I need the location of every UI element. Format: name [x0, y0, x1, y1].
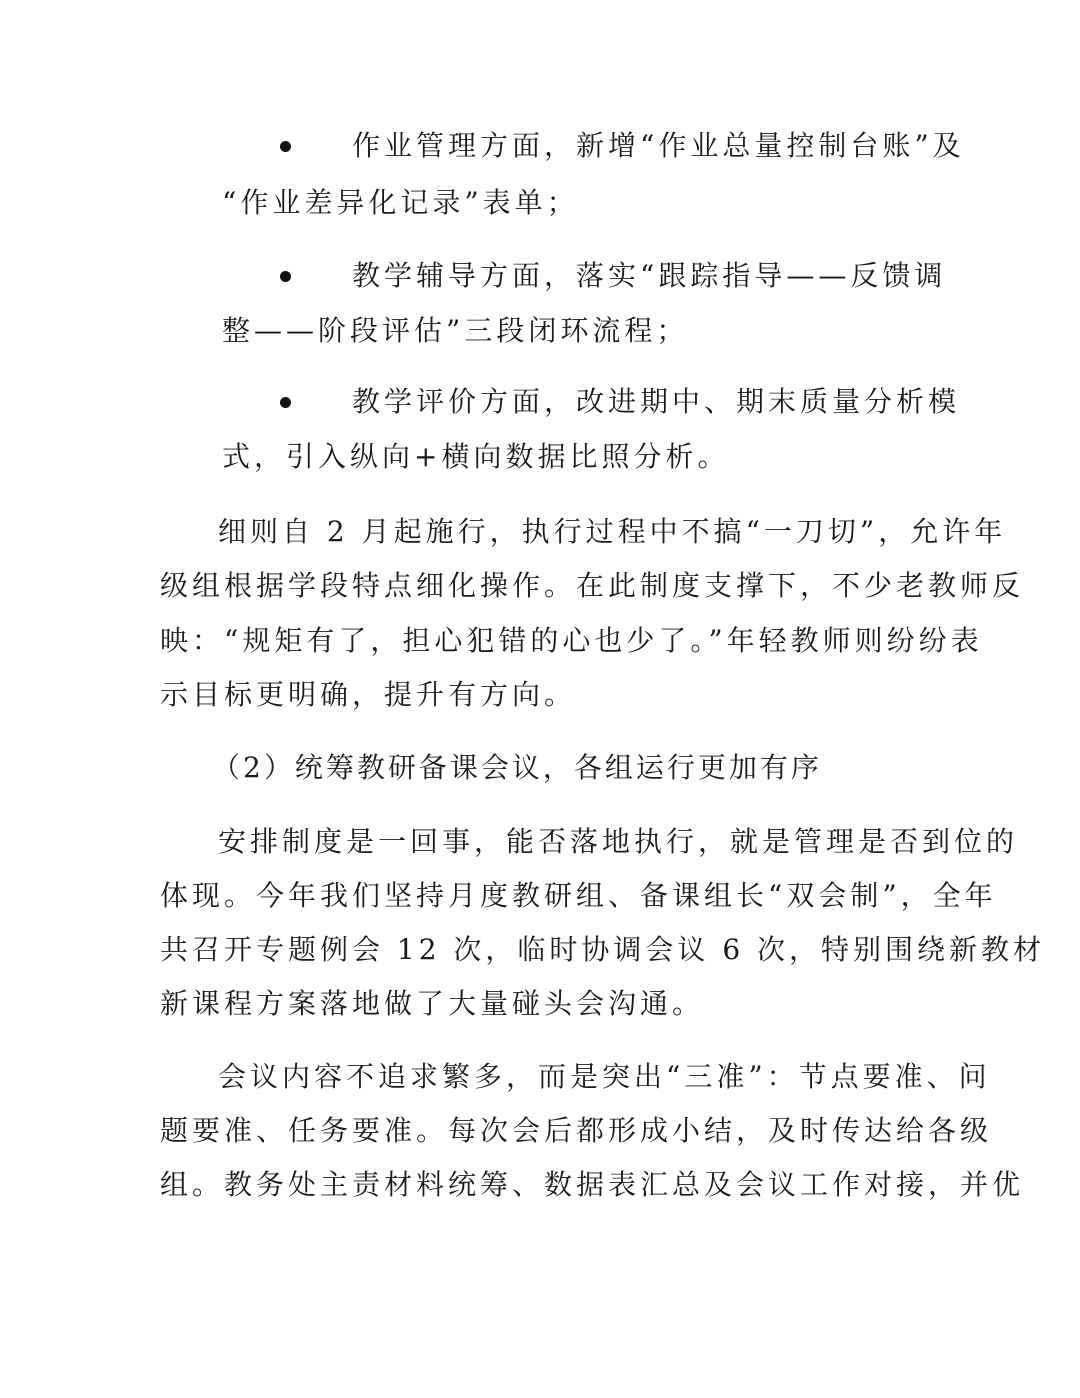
bullet-3-line-1: 教学评价方面，改进期中、期末质量分析模	[352, 385, 961, 418]
paragraph-1-line-2: 级组根据学段特点细化操作。在此制度支撑下，不少老教师反	[160, 569, 1025, 602]
bullet-2-line-1: 教学辅导方面，落实“跟踪指导——反馈调	[352, 259, 947, 292]
paragraph-2-line-3: 共召开专题例会 12 次，临时协调会议 6 次，特别围绕新教材	[160, 933, 1046, 966]
paragraph-2-line-1: 安排制度是一回事，能否落地执行，就是管理是否到位的	[218, 825, 1019, 858]
paragraph-3-line-2: 题要准、任务要准。每次会后都形成小结，及时传达给各级	[160, 1114, 993, 1147]
bullet-1-line-1: 作业管理方面，新增“作业总量控制台账”及	[352, 129, 965, 162]
paragraph-1-line-1: 细则自 2 月起施行，执行过程中不搞“一刀切”，允许年	[218, 515, 1007, 548]
bullet-dot-icon	[280, 141, 291, 152]
paragraph-2-line-2: 体现。今年我们坚持月度教研组、备课组长“双会制”，全年	[160, 879, 997, 912]
bullet-1-line-2: “作业差异化记录”表单；	[222, 186, 579, 219]
paragraph-1-line-3: 映：“规矩有了，担心犯错的心也少了。”年轻教师则纷纷表	[160, 624, 983, 657]
bullet-3-line-2: 式，引入纵向+横向数据比照分析。	[222, 440, 730, 473]
section-heading: （2）统筹教研备课会议，各组运行更加有序	[212, 751, 822, 784]
paragraph-3-line-1: 会议内容不追求繁多，而是突出“三准”：节点要准、问	[218, 1060, 991, 1093]
paragraph-2-line-4: 新课程方案落地做了大量碰头会沟通。	[160, 987, 705, 1020]
paragraph-3-line-3: 组。教务处主责材料统筹、数据表汇总及会议工作对接，并优	[160, 1168, 1025, 1201]
bullet-dot-icon	[280, 397, 291, 408]
bullet-2-line-2: 整——阶段评估”三段闭环流程；	[222, 314, 689, 347]
paragraph-1-line-4: 示目标更明确，提升有方向。	[160, 678, 577, 711]
bullet-dot-icon	[280, 271, 291, 282]
